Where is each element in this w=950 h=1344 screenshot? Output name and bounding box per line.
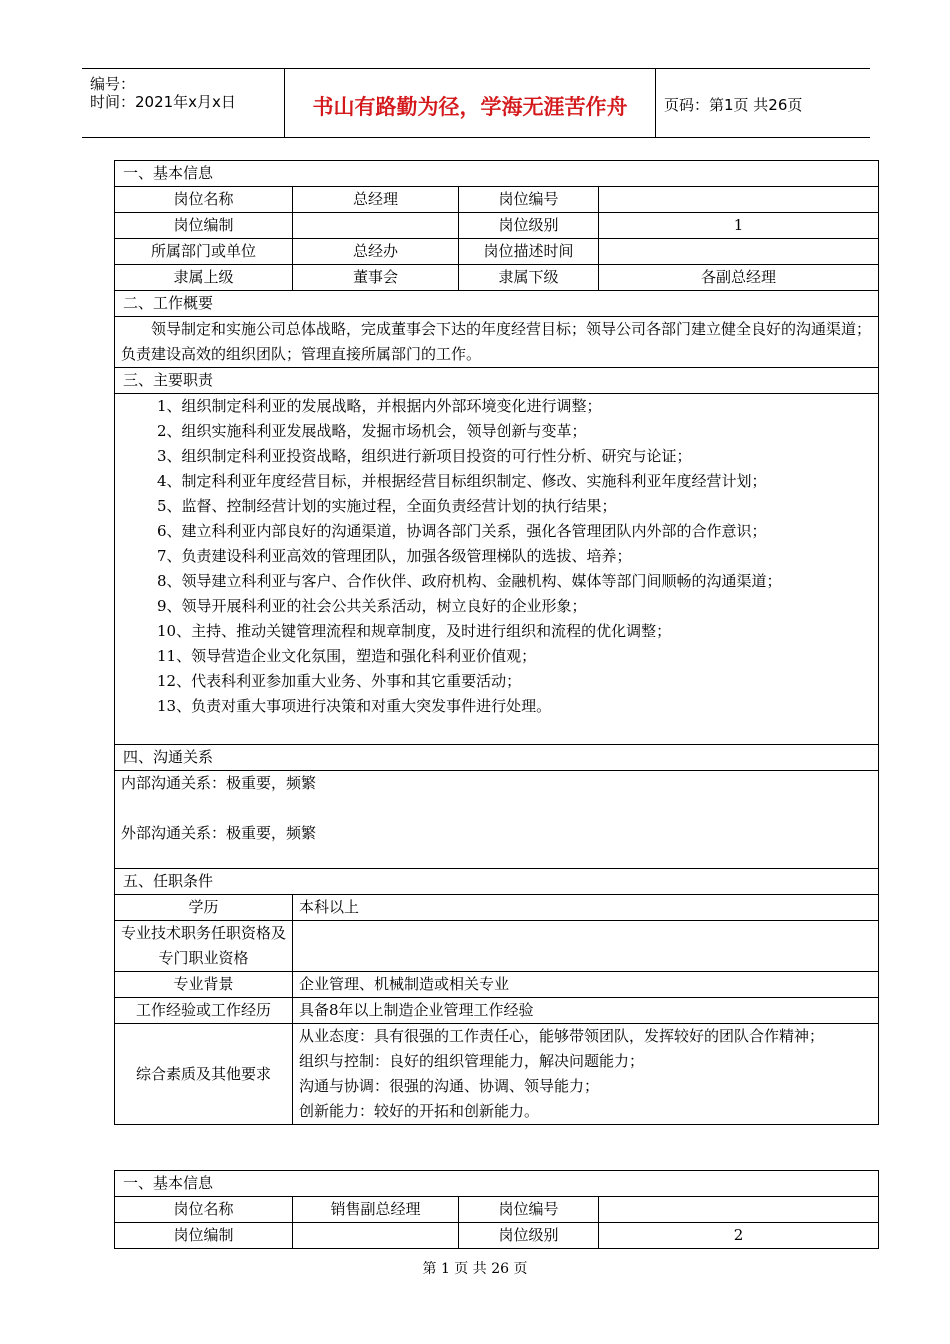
quality-item: 组织与控制：良好的组织管理能力，解决问题能力； [299, 1052, 645, 1070]
position-number-label: 岗位编号 [459, 1197, 599, 1223]
level-label: 岗位级别 [459, 213, 599, 239]
header-motto-cell [284, 69, 656, 137]
section-communication-row [115, 745, 879, 771]
header-meta [82, 69, 284, 137]
table-row [115, 187, 879, 213]
quality-item: 从业态度：具有很强的工作责任心，能够带领团队，发挥较好的团队合作精神； [299, 1027, 825, 1045]
job-description-table-sales-vp [114, 1170, 879, 1249]
headcount-label: 岗位编制 [115, 213, 293, 239]
experience-label: 工作经验或工作经历 [115, 998, 293, 1024]
department-value: 总经办 [293, 239, 459, 265]
section-summary-row [115, 291, 879, 317]
description-time-value [599, 239, 879, 265]
page-header [82, 68, 870, 138]
level-label: 岗位级别 [459, 1223, 599, 1249]
headcount-value [293, 213, 459, 239]
duty-item: 7、负责建设科利亚高效的管理团队，加强各级管理梯队的选拔、培养； [157, 547, 632, 565]
duty-item: 3、组织制定科利亚投资战略，组织进行新项目投资的可行性分析、研究与论证； [157, 447, 692, 465]
table-row [115, 1024, 879, 1125]
table-row [115, 1223, 879, 1249]
table-row [115, 265, 879, 291]
subordinate-label: 隶属下级 [459, 265, 599, 291]
job-summary-text: 领导制定和实施公司总体战略，完成董事会下达的年度经营目标；领导公司各部门建立健全良好的沟通渠道；负责建设高效的组织团队；管理直接所属部门的工作。 [115, 317, 879, 368]
duties-cell [115, 394, 879, 745]
position-name-value: 总经理 [293, 187, 459, 213]
position-name-label: 岗位名称 [115, 187, 293, 213]
experience-value: 具备8年以上制造企业管理工作经验 [293, 998, 879, 1024]
duty-item: 5、监督、控制经营计划的实施过程，全面负责经营计划的执行结果； [157, 497, 617, 515]
superior-value: 董事会 [293, 265, 459, 291]
headcount-value [293, 1223, 459, 1249]
superior-label: 隶属上级 [115, 265, 293, 291]
duty-item: 4、制定科利亚年度经营目标，并根据经营目标组织制定、修改、实施科利亚年度经营计划； [157, 472, 767, 490]
section-title: 二、工作概要 [115, 291, 879, 317]
communication-cell [115, 771, 879, 869]
document-number-label: 编号： [90, 75, 136, 93]
position-number-label: 岗位编号 [459, 187, 599, 213]
table-row [115, 998, 879, 1024]
position-name-value: 销售副总经理 [293, 1197, 459, 1223]
duty-item: 1、组织制定科利亚的发展战略，并根据内外部环境变化进行调整； [157, 397, 602, 415]
external-communication: 外部沟通关系：极重要，频繁 [121, 824, 317, 842]
summary-row [115, 317, 879, 368]
duty-item: 10、主持、推动关键管理流程和规章制度，及时进行组织和流程的优化调整； [157, 622, 672, 640]
section-title: 一、基本信息 [115, 1171, 879, 1197]
position-number-value [599, 187, 879, 213]
description-time-label: 岗位描述时间 [459, 239, 599, 265]
section-basic-info-row [115, 1171, 879, 1197]
table-row [115, 895, 879, 921]
section-title: 三、主要职责 [115, 368, 879, 394]
section-basic-info-row [115, 161, 879, 187]
internal-communication: 内部沟通关系：极重要，频繁 [121, 774, 317, 792]
duty-item: 12、代表科利亚参加重大业务、外事和其它重要活动； [157, 672, 522, 690]
duties-row [115, 394, 879, 745]
major-value: 企业管理、机械制造或相关专业 [293, 972, 879, 998]
position-number-value [599, 1197, 879, 1223]
duty-item: 13、负责对重大事项进行决策和对重大突发事件进行处理。 [157, 697, 552, 715]
section-requirements-row [115, 869, 879, 895]
header-page-info: 页码：第1页 共26页 [664, 96, 803, 114]
table-row [115, 1197, 879, 1223]
level-value: 1 [599, 213, 879, 239]
table-row [115, 972, 879, 998]
qualification-label: 专业技术职务任职资格及专门职业资格 [115, 921, 293, 972]
quality-label: 综合素质及其他要求 [115, 1024, 293, 1125]
major-label: 专业背景 [115, 972, 293, 998]
table-row [115, 213, 879, 239]
duty-item: 2、组织实施科利亚发展战略，发掘市场机会，领导创新与变革； [157, 422, 587, 440]
headcount-label: 岗位编制 [115, 1223, 293, 1249]
document-date: 时间：2021年x月x日 [90, 93, 236, 111]
table-row [115, 921, 879, 972]
qualification-value [293, 921, 879, 972]
table-row [115, 239, 879, 265]
subordinate-value: 各副总经理 [599, 265, 879, 291]
education-value: 本科以上 [293, 895, 879, 921]
header-page-cell [654, 69, 870, 137]
duty-item: 9、领导开展科利亚的社会公共关系活动，树立良好的企业形象； [157, 597, 587, 615]
quality-item: 创新能力：较好的开拓和创新能力。 [299, 1102, 540, 1120]
position-name-label: 岗位名称 [115, 1197, 293, 1223]
section-duties-row [115, 368, 879, 394]
duty-item: 6、建立科利亚内部良好的沟通渠道，协调各部门关系，强化各管理团队内外部的合作意识； [157, 522, 767, 540]
section-title: 五、任职条件 [115, 869, 879, 895]
communication-row [115, 771, 879, 869]
quality-value [293, 1024, 879, 1125]
page-footer: 第 1 页 共 26 页 [422, 1261, 528, 1277]
education-label: 学历 [115, 895, 293, 921]
duty-item: 11、领导营造企业文化氛围，塑造和强化科利亚价值观； [157, 647, 537, 665]
level-value: 2 [599, 1223, 879, 1249]
spacer [121, 796, 872, 821]
section-title: 四、沟通关系 [115, 745, 879, 771]
motto-text: 书山有路勤为径，学海无涯苦作舟 [312, 95, 628, 119]
duty-item: 8、领导建立科利亚与客户、合作伙伴、政府机构、金融机构、媒体等部门间顺畅的沟通渠道； [157, 572, 782, 590]
job-description-table-general-manager [114, 160, 879, 1125]
section-title: 一、基本信息 [115, 161, 879, 187]
department-label: 所属部门或单位 [115, 239, 293, 265]
quality-item: 沟通与协调：很强的沟通、协调、领导能力； [299, 1077, 600, 1095]
